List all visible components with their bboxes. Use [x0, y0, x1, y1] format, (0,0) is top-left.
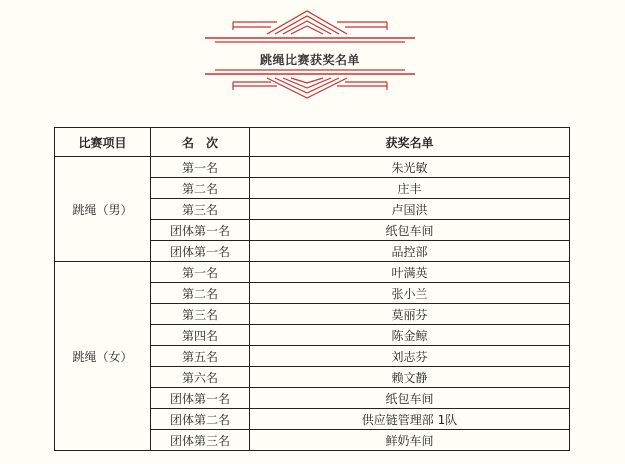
winner-cell: 叶满英 — [250, 262, 570, 283]
winner-cell: 卢国洪 — [250, 199, 570, 220]
winner-cell: 鲜奶车间 — [250, 430, 570, 451]
winner-cell: 赖文静 — [250, 367, 570, 388]
rank-cell: 第三名 — [151, 304, 250, 325]
winner-cell: 纸包车间 — [250, 388, 570, 409]
table-row — [55, 157, 570, 178]
winner-cell: 供应链管理部 1队 — [250, 409, 570, 430]
page-title: 跳绳比赛获奖名单 — [259, 53, 360, 67]
awards-table — [54, 127, 570, 451]
rank-cell: 团体第三名 — [151, 430, 250, 451]
rank-cell: 团体第一名 — [151, 220, 250, 241]
rank-cell: 第三名 — [151, 199, 250, 220]
winner-cell: 张小兰 — [250, 283, 570, 304]
rank-cell: 团体第二名 — [151, 409, 250, 430]
rank-cell: 团体第一名 — [151, 241, 250, 262]
rank-cell: 第六名 — [151, 367, 250, 388]
rank-cell: 第二名 — [151, 283, 250, 304]
event-cell: 跳绳（女） — [55, 262, 151, 451]
rank-cell: 第一名 — [151, 157, 250, 178]
header-event: 比赛项目 — [55, 128, 151, 157]
winner-cell: 纸包车间 — [250, 220, 570, 241]
header-rank: 名 次 — [151, 128, 250, 157]
winner-cell: 刘志芬 — [250, 346, 570, 367]
rank-cell: 第五名 — [151, 346, 250, 367]
title-banner — [205, 8, 415, 100]
winner-cell: 庄丰 — [250, 178, 570, 199]
winner-cell: 莫丽芬 — [250, 304, 570, 325]
table-row — [55, 262, 570, 283]
table-header-row — [55, 128, 570, 157]
rank-cell: 团体第一名 — [151, 388, 250, 409]
rank-cell: 第二名 — [151, 178, 250, 199]
awards-table-body — [55, 157, 570, 451]
winner-cell: 陈金鲸 — [250, 325, 570, 346]
header-winner: 获奖名单 — [250, 128, 570, 157]
rank-cell: 第一名 — [151, 262, 250, 283]
winner-cell: 朱光敏 — [250, 157, 570, 178]
rank-cell: 第四名 — [151, 325, 250, 346]
event-cell: 跳绳（男） — [55, 157, 151, 262]
winner-cell: 品控部 — [250, 241, 570, 262]
